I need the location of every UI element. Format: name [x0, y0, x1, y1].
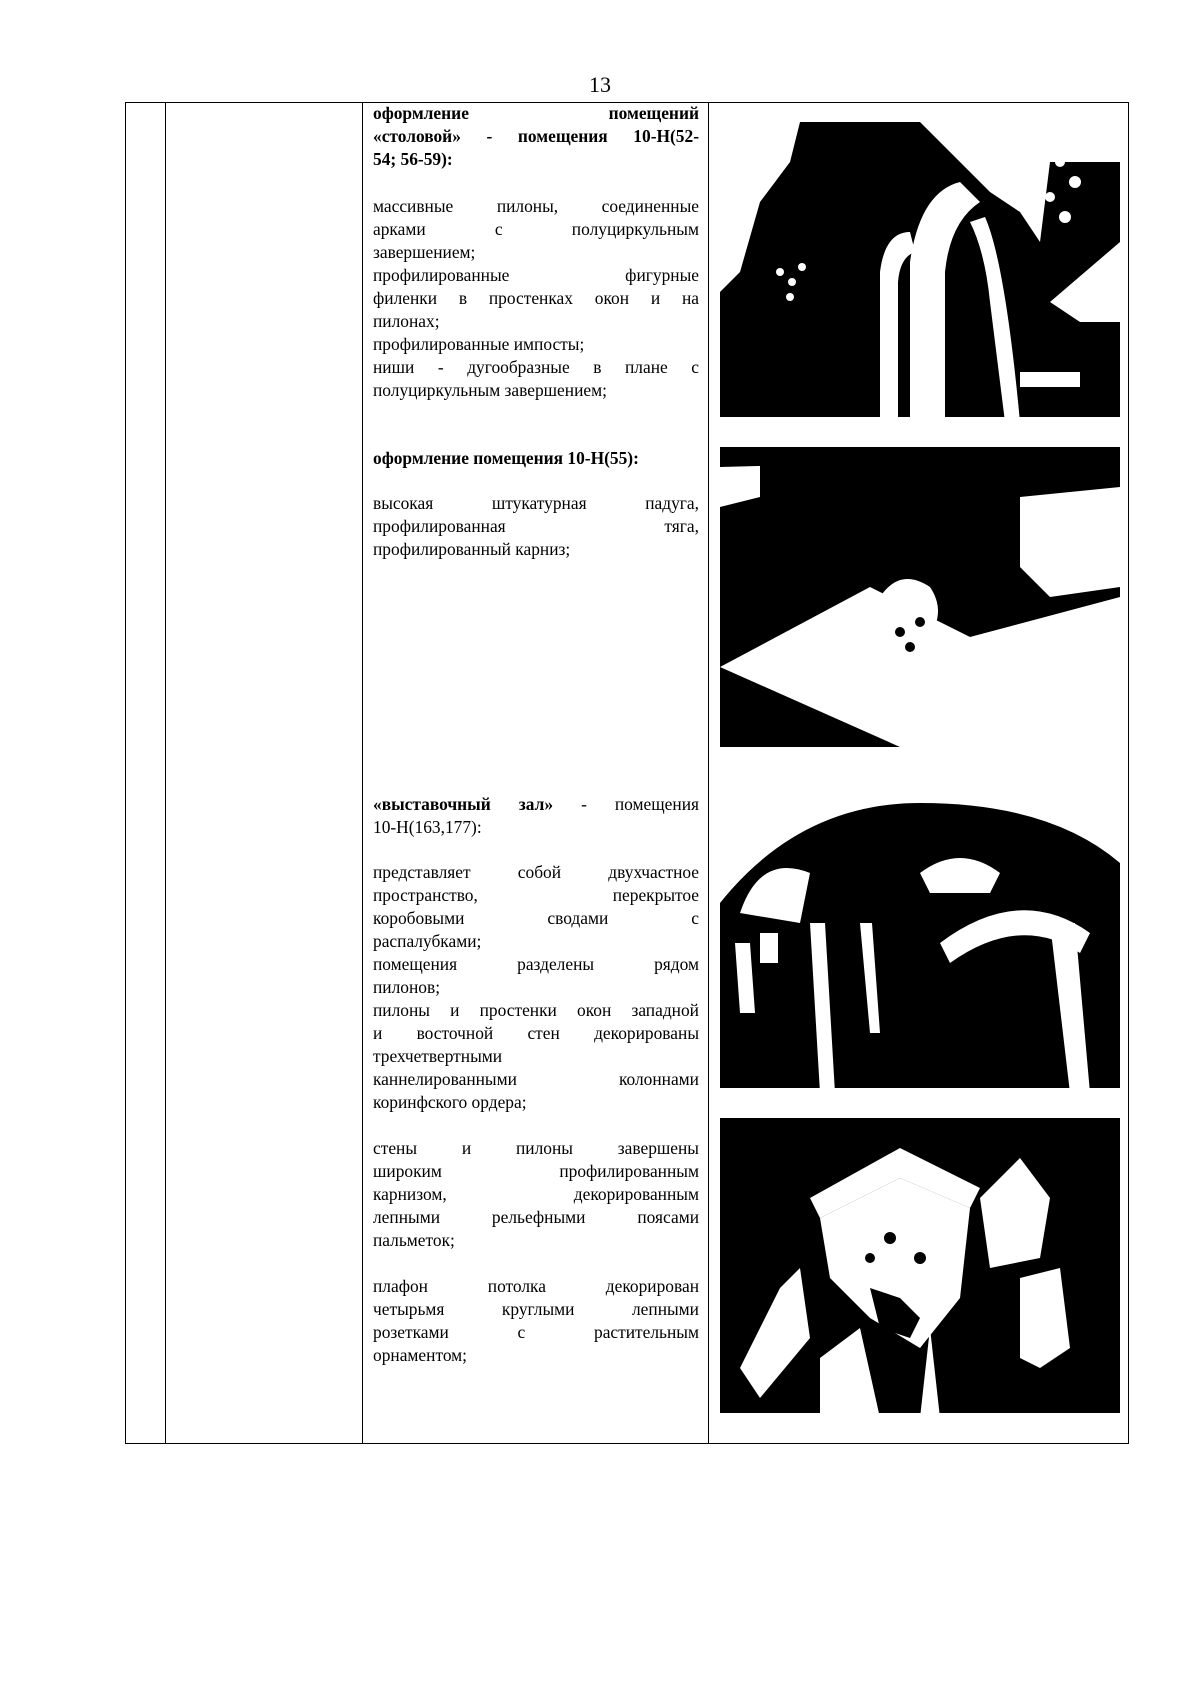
- body-line: плафон потолка декорирован: [373, 1276, 699, 1296]
- section-room-55: [373, 447, 699, 561]
- body-line: представляет собой двухчастное: [373, 862, 699, 882]
- section-exhibition-hall: [373, 793, 699, 1367]
- body-line: пилонов;: [373, 977, 441, 997]
- body-line: пилонах;: [373, 311, 440, 331]
- body-line: филенки в простенках окон и на: [373, 288, 699, 308]
- body-line: орнаментом;: [373, 1345, 468, 1365]
- section-dining-room: [373, 102, 699, 402]
- body-line: пространство, перекрытое: [373, 885, 699, 905]
- section-heading-line: [373, 793, 699, 816]
- body-line: широким профилированным: [373, 1161, 699, 1181]
- photo-dining-room-arches: [720, 122, 1120, 422]
- body-line: профилированные фигурные: [373, 265, 699, 285]
- body-line: четырьмя круглыми лепными: [373, 1299, 699, 1319]
- body-line: коробовыми сводами с: [373, 908, 699, 928]
- body-line: пилоны и простенки окон западной: [373, 1000, 699, 1020]
- body-line: арками с полуциркульным: [373, 219, 699, 239]
- body-line: массивные пилоны, соединенные: [373, 196, 699, 216]
- body-line: профилированный карниз;: [373, 539, 571, 559]
- body-line: высокая штукатурная падуга,: [373, 493, 699, 513]
- body-line: коринфского ордера;: [373, 1092, 527, 1112]
- photo-cornice-detail: [720, 1118, 1120, 1418]
- section-heading-rest: - помещения: [553, 794, 699, 814]
- body-line: розетками с растительным: [373, 1322, 699, 1342]
- body-line: карнизом, декорированным: [373, 1184, 699, 1204]
- page-number: 13: [589, 72, 611, 97]
- photo-ceiling-chandelier: [720, 447, 1120, 747]
- section-heading-line: 10-Н(163,177):: [373, 817, 482, 837]
- body-line: стены и пилоны завершены: [373, 1138, 699, 1158]
- column-divider-1: [165, 102, 166, 1444]
- body-line: помещения разделены рядом: [373, 954, 699, 974]
- section-heading-line: 54; 56-59):: [373, 149, 453, 169]
- body-line: лепными рельефными поясами: [373, 1207, 699, 1227]
- body-line: профилированная тяга,: [373, 516, 699, 536]
- section-heading-bold: «выставочный зал»: [373, 794, 554, 814]
- section-heading-line: оформление помещений: [373, 103, 699, 123]
- body-line: профилированные импосты;: [373, 334, 585, 354]
- section-heading-line: «столовой» - помещения 10-Н(52-: [373, 126, 699, 146]
- body-line: завершением;: [373, 242, 476, 262]
- body-line: распалубками;: [373, 931, 482, 951]
- column-divider-2: [362, 102, 363, 1444]
- body-line: каннелированными колоннами: [373, 1069, 699, 1089]
- body-line: ниши - дугообразные в плане с: [373, 357, 699, 377]
- section-heading-line: оформление помещения 10-Н(55):: [373, 448, 639, 468]
- column-divider-3: [708, 102, 709, 1444]
- body-line: и восточной стен декорированы: [373, 1023, 699, 1043]
- photo-exhibition-hall: [720, 793, 1120, 1093]
- body-line: полуциркульным завершением;: [373, 380, 607, 400]
- body-line: пальметок;: [373, 1230, 455, 1250]
- body-line: трехчетвертными: [373, 1046, 503, 1066]
